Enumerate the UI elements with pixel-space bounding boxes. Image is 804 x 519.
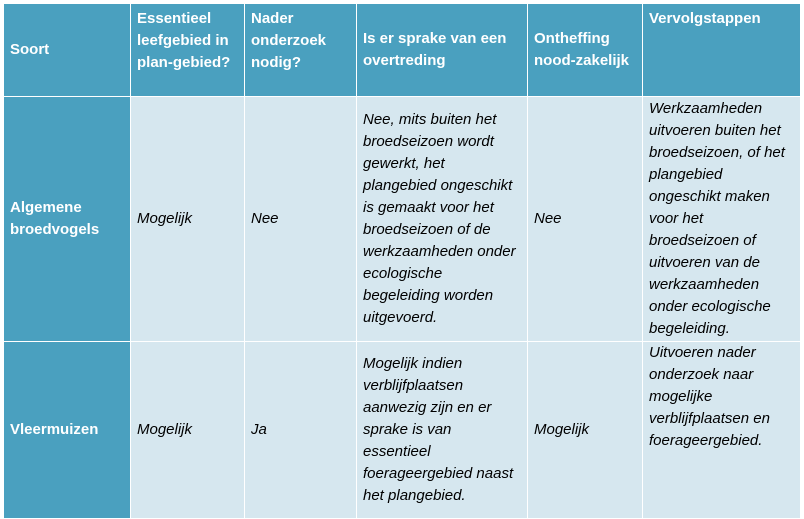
species-table-wrapper: [3, 3, 801, 519]
header-ontheffing: Ontheffing nood-zakelijk: [528, 4, 643, 97]
cell-soort: Vleermuizen: [4, 342, 131, 519]
cell-soort: Algemene broedvogels: [4, 97, 131, 342]
cell-ontheffing: Mogelijk: [528, 342, 643, 519]
header-soort: Soort: [4, 4, 131, 97]
header-nader-onderzoek: Nader onderzoek nodig?: [245, 4, 357, 97]
header-essentieel-leefgebied: Essentieel leefgebied in plan-gebied?: [131, 4, 245, 97]
cell-onderzoek: Nee: [245, 97, 357, 342]
cell-onderzoek: Ja: [245, 342, 357, 519]
cell-overtreding: Mogelijk indien verblijfplaatsen aanwezig zijn en er sprake is van essentieel foerageergebied naast het plangebied.: [357, 342, 528, 519]
header-row: [4, 4, 801, 97]
header-vervolgstappen: Vervolgstappen: [643, 4, 801, 97]
header-overtreding: Is er sprake van een overtreding: [357, 4, 528, 97]
cell-essentieel: Mogelijk: [131, 342, 245, 519]
table-row: [4, 342, 801, 519]
cell-overtreding: Nee, mits buiten het broedseizoen wordt gewerkt, het plangebied ongeschikt is gemaakt voor het broedseizoen of de werkzaamheden onder ecologische begeleiding worden uitgevoerd.: [357, 97, 528, 342]
cell-vervolgstappen: Werkzaamheden uitvoeren buiten het broedseizoen, of het plangebied ongeschikt maken voor het broedseizoen of uitvoeren van de werkzaamheden onder ecologische begeleiding.: [643, 97, 801, 342]
table-row: [4, 97, 801, 342]
cell-essentieel: Mogelijk: [131, 97, 245, 342]
cell-vervolgstappen: Uitvoeren nader onderzoek naar mogelijke verblijfplaatsen en foerageergebied.: [643, 342, 801, 519]
species-assessment-table: [3, 3, 801, 519]
cell-ontheffing: Nee: [528, 97, 643, 342]
